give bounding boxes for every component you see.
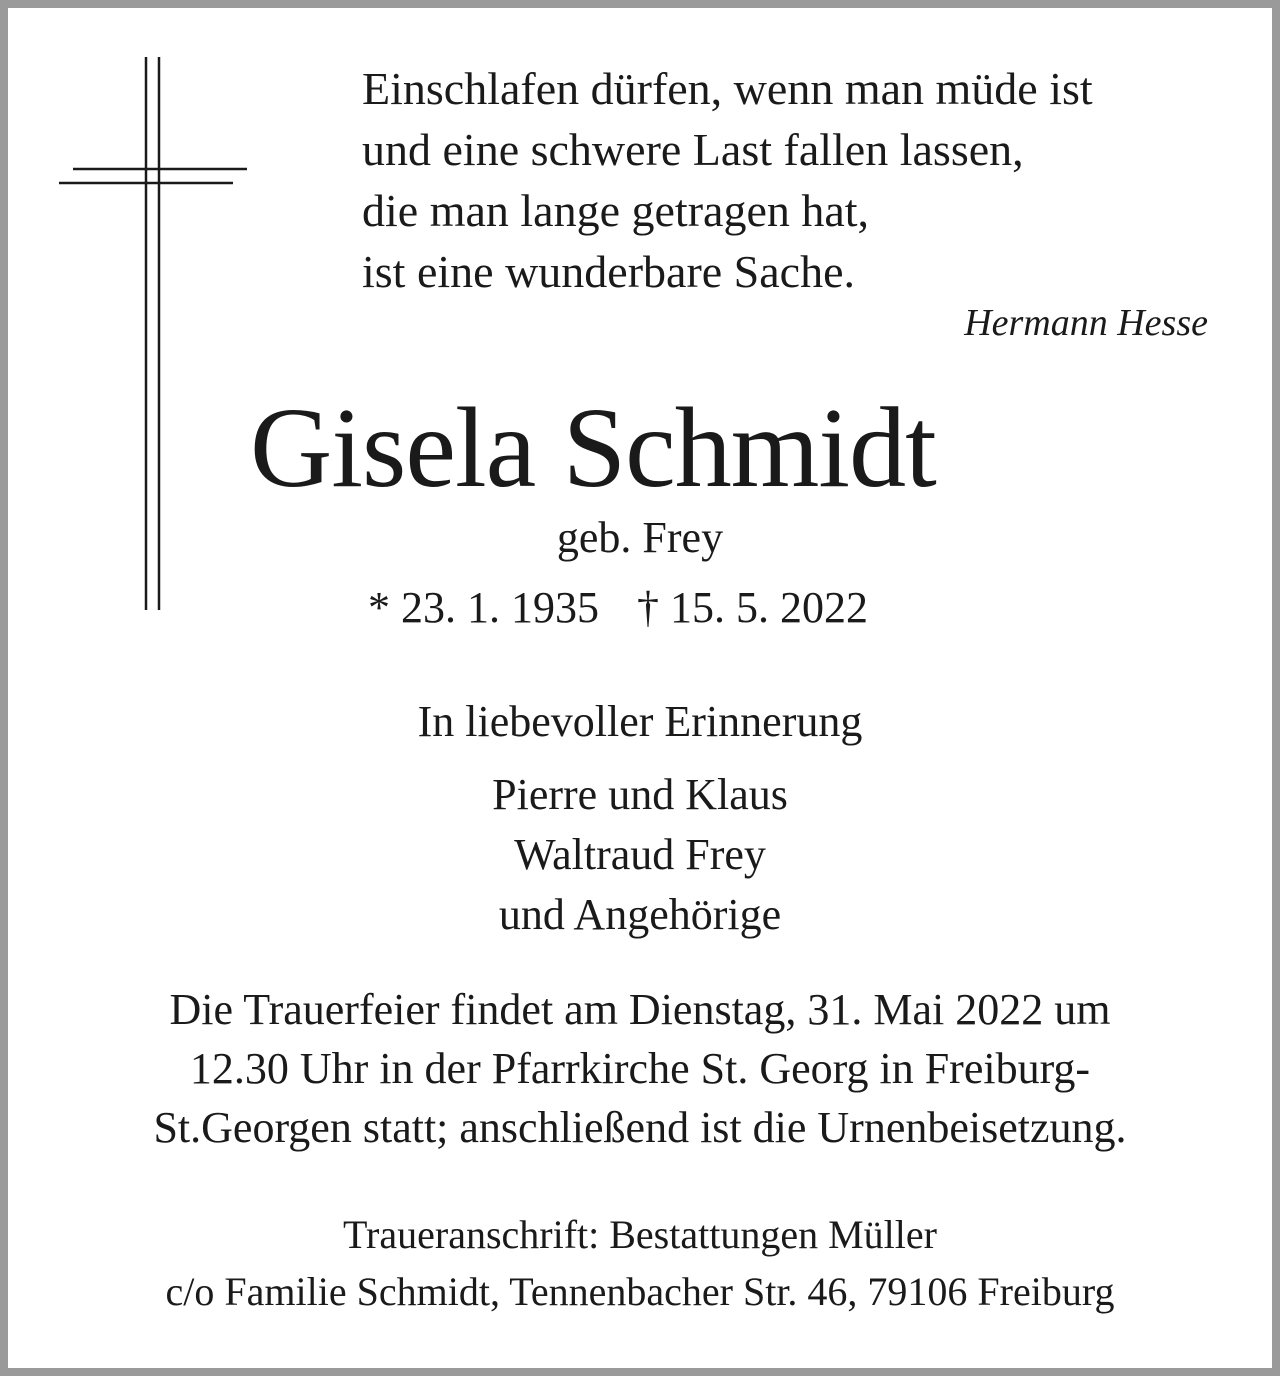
ceremony-line: 12.30 Uhr in der Pfarrkirche St. Georg in Freiburg- bbox=[189, 1044, 1091, 1093]
mourners-list bbox=[0, 765, 1280, 945]
poem-line: ist eine wunderbare Sache. bbox=[362, 246, 856, 297]
poem-author: Hermann Hesse bbox=[964, 302, 1208, 344]
ceremony-line: St.Georgen statt; anschließend ist die Urnenbeisetzung. bbox=[153, 1103, 1127, 1152]
maiden-name: geb. Frey bbox=[556, 513, 724, 562]
ceremony-info bbox=[0, 980, 1280, 1157]
ceremony-line: Die Trauerfeier findet am Dienstag, 31. Mai 2022 um bbox=[169, 985, 1111, 1034]
poem-line: die man lange getragen hat, bbox=[362, 185, 870, 236]
deceased-name: Gisela Schmidt bbox=[250, 384, 936, 511]
address-line: c/o Familie Schmidt, Tennenbacher Str. 46, 79106 Freiburg bbox=[165, 1269, 1115, 1314]
birth-date: * 23. 1. 1935 bbox=[368, 583, 599, 632]
address-line: Traueranschrift: Bestattungen Müller bbox=[343, 1212, 937, 1257]
poem-line: Einschlafen dürfen, wenn man müde ist bbox=[362, 63, 1093, 114]
mourning-address bbox=[0, 1206, 1280, 1320]
life-dates bbox=[368, 578, 868, 638]
poem-line: und eine schwere Last fallen lassen, bbox=[362, 124, 1024, 175]
death-date: † 15. 5. 2022 bbox=[637, 583, 868, 632]
poem bbox=[362, 58, 1093, 302]
mourner: Waltraud Frey bbox=[514, 830, 766, 879]
maiden-name-line bbox=[0, 508, 1280, 568]
mourner: Pierre und Klaus bbox=[492, 770, 788, 819]
mourner: und Angehörige bbox=[498, 890, 782, 939]
remembrance-text: In liebevoller Erinnerung bbox=[417, 697, 863, 746]
